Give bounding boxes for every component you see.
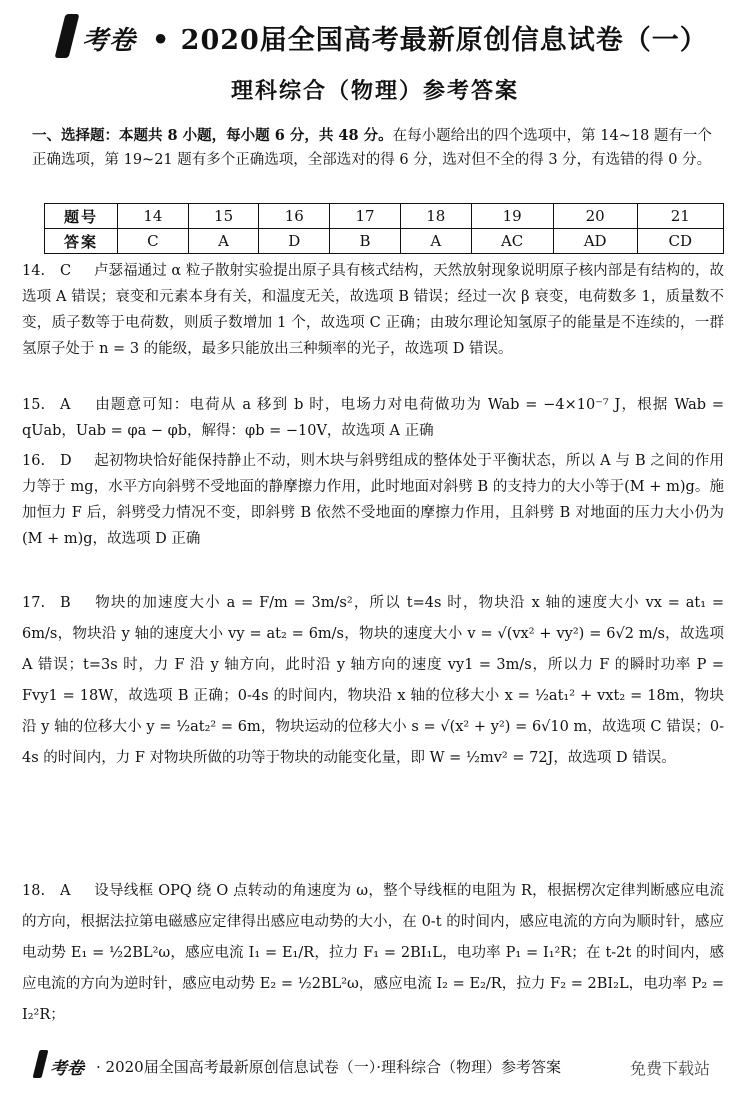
explanation-text: 起初物块恰好能保持静止不动，则木块与斜劈组成的整体处于平衡状态，所以 A 与 B 之间的作用力等于 mg，水平方向斜劈不受地面的静摩擦力作用，此时地面对斜劈 B 的支持力的大小等于(M + m)g。施加恒力 F 后，斜劈受力情况不变，即斜劈 B 依然不受地面的摩擦力作用，且斜劈 B 对地面的压力大小仍为(M + m)g，故选项 D 正确 <box>22 453 724 547</box>
table-cell: A <box>188 229 259 254</box>
explanation-text: 卢瑟福通过 α 粒子散射实验提出原子具有核式结构，天然放射现象说明原子核内部是有结构的，故选项 A 错误；衰变和元素本身有关，和温度无关，故选项 B 错误；经过一次 β 衰变，电荷数多 1，质量数不变，质子数等于电荷数，则质子数增加 1 个，故选项 C 正确；由玻尔理论知氢原子的能量是不连续的，一群氢原子处于 n = 3 的能级，最多只能放出三种频率的光子，故选项 D 错误。 <box>22 263 724 357</box>
question-answer: B <box>60 595 71 611</box>
table-cell: C <box>118 229 189 254</box>
table-cell: 20 <box>553 204 637 229</box>
question-number: 17. <box>22 595 46 611</box>
page-subtitle: 理科综合（物理）参考答案 <box>230 78 519 104</box>
table-cell: B <box>330 229 401 254</box>
explanation-text: 物块的加速度大小 a = F/m = 3m/s²，所以 t=4s 时，物块沿 x 轴的速度大小 vx = at₁ = 6m/s，物块沿 y 轴的速度大小 vy = at₂ = 6m/s，物块的速度大小 v = √(vx² + vy²) = 6√2 m/s，故选项 A 错误；t=3s 时，力 F 沿 y 轴方向，此时沿 y 轴方向的速度 vy1 = 3m/s，所以力 F 的瞬时功率 P = Fvy1 = 18W，故选项 B 正确；0-4s 的时间内，物块沿 x 轴的位移大小 x = ½at₁² + vxt₂ = 18m，物块沿 y 轴的位移大小 y = ½at₂² = 6m，物块运动的位移大小 s = √(x² + y²) = 6√10 m，故选项 C 错误；0-4s 的时间内，力 F 对物块所做的功等于物块的动能变化量，即 W = ½mv² = 72J，故选项 D 错误。 <box>22 595 724 766</box>
question-number: 14. <box>22 263 46 279</box>
table-row <box>45 229 724 254</box>
row-label-question-number: 题号 <box>45 204 118 229</box>
table-cell: 16 <box>259 204 330 229</box>
page-header <box>0 12 750 60</box>
table-cell: A <box>400 229 471 254</box>
explanation-text: 由题意可知：电荷从 a 移到 b 时，电场力对电荷做功为 Wab = −4×10⁻⁷ J，根据 Wab = qUab，Uab = φa − φb，解得：φb = −10V，故选项 A 正确 <box>22 397 724 439</box>
answer-explanation-18 <box>22 876 724 1031</box>
table-cell: CD <box>637 229 723 254</box>
page-title: • 2020届全国高考最新原创信息试卷（一） <box>152 25 708 56</box>
table-cell: 21 <box>637 204 723 229</box>
table-cell: D <box>259 229 330 254</box>
watermark: 免费下载站 <box>630 1059 711 1078</box>
section-intro <box>32 124 722 172</box>
question-answer: A <box>60 397 71 413</box>
table-cell: 15 <box>188 204 259 229</box>
brand-mark-icon <box>55 14 80 58</box>
row-label-answer: 答案 <box>45 229 118 254</box>
brand-logo: 考卷 <box>82 26 137 56</box>
question-number: 18. <box>22 883 46 899</box>
answer-explanation-14 <box>22 258 724 362</box>
explanation-text: 设导线框 OPQ 绕 O 点转动的角速度为 ω，整个导线框的电阻为 R，根据楞次定律判断感应电流的方向，根据法拉第电磁感应定律得出感应电动势的大小，在 0-t 的时间内，感应电流的方向为顺时针，感应电动势 E₁ = ½2BL²ω，感应电流 I₁ = E₁/R，拉力 F₁ = 2BI₁L，电功率 P₁ = I₁²R；在 t-2t 的时间内，感应电流的方向为逆时针，感应电动势 E₂ = ½2BL²ω，感应电流 I₂ = E₂/R，拉力 F₂ = 2BI₂L，电功率 P₂ = I₂²R； <box>22 883 724 1023</box>
answer-table <box>44 203 724 254</box>
page-footer <box>0 1046 750 1086</box>
table-row <box>45 204 724 229</box>
question-number: 15. <box>22 397 46 413</box>
answer-explanation-16 <box>22 448 724 552</box>
table-cell: AC <box>471 229 553 254</box>
table-cell: 18 <box>400 204 471 229</box>
intro-lead: 一、选择题：本题共 8 小题，每小题 6 分，共 48 分。 <box>32 127 393 144</box>
table-cell: AD <box>553 229 637 254</box>
footer-brand-mark-icon <box>33 1050 49 1078</box>
footer-text: · 2020届全国高考最新原创信息试卷（一）·理科综合（物理）参考答案 <box>96 1058 561 1076</box>
table-cell: 14 <box>118 204 189 229</box>
answer-explanation-15 <box>22 392 724 444</box>
intro-rest: 在每小题给出的四个选项中，第 14~18 题有一个正确选项，第 19~21 题有多个正确选项，全部选对的得 6 分，选对但不全的得 3 分，有选错的得 0 分。 <box>32 128 712 168</box>
table-cell: 17 <box>330 204 401 229</box>
answer-explanation-17 <box>22 588 724 774</box>
table-cell: 19 <box>471 204 553 229</box>
question-number: 16. <box>22 453 46 469</box>
question-answer: D <box>60 453 72 469</box>
question-answer: A <box>60 883 71 899</box>
footer-logo: 考卷 <box>50 1059 84 1079</box>
question-answer: C <box>60 263 72 279</box>
